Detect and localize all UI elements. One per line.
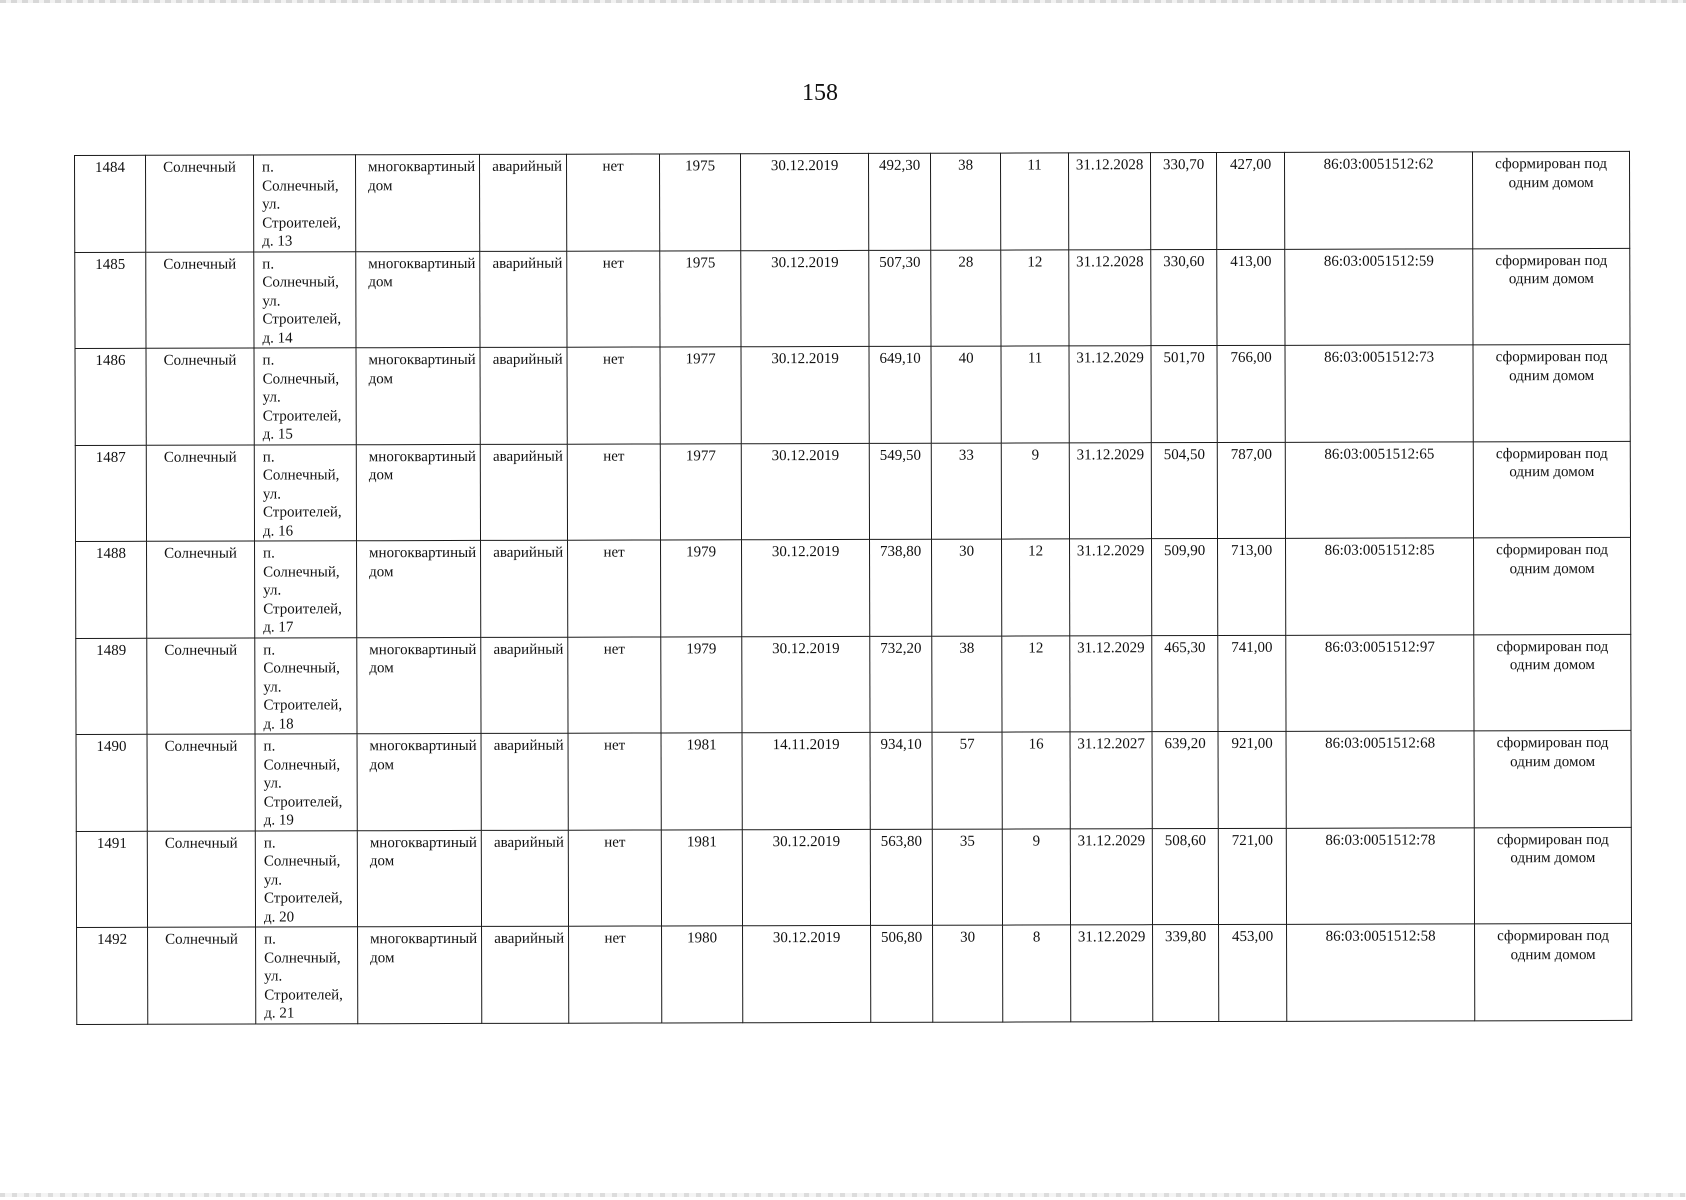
cell-building-type: многоквартиный дом: [358, 926, 482, 1023]
cell-area: 507,30: [869, 250, 931, 347]
cell-premises: 11: [1001, 153, 1069, 250]
cell-flag: нет: [568, 636, 661, 733]
cell-building-type: многоквартиный дом: [357, 733, 481, 830]
cell-residents: 33: [931, 443, 1001, 540]
table-row: [75, 248, 1630, 349]
cell-area: 492,30: [869, 153, 931, 250]
cell-premises: 16: [1002, 732, 1070, 829]
cell-condition: аварийный: [481, 830, 568, 927]
cell-flag: нет: [567, 347, 660, 444]
cell-date: 30.12.2019: [743, 925, 871, 1022]
cell-deadline: 31.12.2029: [1069, 442, 1151, 539]
cell-land-area: 741,00: [1218, 635, 1286, 732]
register-body: [75, 151, 1632, 1024]
cell-building-type: многоквартиный дом: [357, 540, 481, 637]
cell-flag: нет: [568, 733, 661, 830]
cell-settlement: Солнечный: [146, 348, 254, 445]
table-row: [76, 730, 1631, 831]
table-row: [75, 441, 1630, 542]
page-number: 158: [802, 80, 838, 106]
cell-settlement: Солнечный: [147, 638, 255, 735]
cell-year: 1977: [660, 443, 741, 540]
cell-date: 30.12.2019: [742, 829, 870, 926]
cell-deadline: 31.12.2029: [1069, 346, 1151, 443]
cell-note: сформирован под одним домом: [1473, 248, 1630, 345]
cell-number: 1492: [77, 927, 148, 1024]
cell-residents: 35: [932, 829, 1002, 926]
cell-date: 30.12.2019: [741, 153, 869, 250]
cell-condition: аварийный: [481, 540, 568, 637]
cell-cadastral: 86:03:0051512:65: [1285, 441, 1473, 538]
cell-date: 30.12.2019: [741, 346, 869, 443]
cell-cadastral: 86:03:0051512:62: [1285, 152, 1473, 249]
cell-land-area: 721,00: [1218, 828, 1286, 925]
cell-deadline: 31.12.2028: [1069, 249, 1151, 346]
cell-number: 1491: [76, 831, 147, 928]
cell-date: 14.11.2019: [742, 732, 870, 829]
cell-note: сформирован под одним домом: [1473, 441, 1630, 538]
cell-number: 1489: [76, 638, 147, 735]
cell-year: 1979: [661, 540, 742, 637]
cell-year: 1979: [661, 636, 742, 733]
register-table: [74, 151, 1632, 1025]
cell-area-living: 504,50: [1151, 442, 1217, 539]
cell-flag: нет: [568, 540, 661, 637]
cell-residents: 38: [932, 636, 1002, 733]
cell-area: 506,80: [871, 925, 933, 1022]
cell-settlement: Солнечный: [146, 445, 254, 542]
cell-year: 1977: [660, 347, 741, 444]
cell-flag: нет: [567, 154, 660, 251]
table-row: [76, 634, 1631, 735]
cell-building-type: многоквартиный дом: [356, 154, 480, 251]
cell-area: 732,20: [870, 636, 932, 733]
cell-area-living: 639,20: [1152, 732, 1218, 829]
cell-date: 30.12.2019: [742, 539, 870, 636]
scan-edge-bottom: [0, 1193, 1686, 1197]
cell-area: 649,10: [869, 346, 931, 443]
cell-note: сформирован под одним домом: [1473, 151, 1630, 248]
cell-year: 1980: [662, 926, 743, 1023]
cell-area-living: 330,70: [1151, 153, 1217, 250]
cell-premises: 11: [1001, 346, 1069, 443]
cell-land-area: 413,00: [1217, 249, 1285, 346]
cell-note: сформирован под одним домом: [1474, 827, 1631, 924]
cell-area-living: 501,70: [1151, 346, 1217, 443]
cell-cadastral: 86:03:0051512:59: [1285, 248, 1473, 345]
cell-note: сформирован под одним домом: [1474, 634, 1631, 731]
table-row: [77, 923, 1632, 1024]
cell-date: 30.12.2019: [741, 250, 869, 347]
cell-area-living: 508,60: [1152, 828, 1218, 925]
cell-building-type: многоквартиный дом: [356, 251, 480, 348]
cell-address: п. Солнечный, ул. Строителей, д. 13: [254, 155, 356, 252]
cell-deadline: 31.12.2029: [1070, 539, 1152, 636]
cell-date: 30.12.2019: [741, 443, 869, 540]
cell-premises: 12: [1001, 249, 1069, 346]
cell-number: 1486: [75, 348, 146, 445]
cell-premises: 12: [1002, 539, 1070, 636]
cell-residents: 40: [931, 346, 1001, 443]
cell-area-living: 339,80: [1153, 925, 1219, 1022]
cell-cadastral: 86:03:0051512:85: [1286, 538, 1474, 635]
cell-cadastral: 86:03:0051512:68: [1286, 731, 1474, 828]
cell-condition: аварийный: [480, 154, 567, 251]
cell-cadastral: 86:03:0051512:58: [1287, 924, 1475, 1021]
cell-address: п. Солнечный, ул. Строителей, д. 15: [254, 348, 356, 445]
cell-note: сформирован под одним домом: [1475, 923, 1632, 1020]
cell-number: 1485: [75, 252, 146, 349]
cell-condition: аварийный: [480, 251, 567, 348]
cell-year: 1981: [661, 733, 742, 830]
cell-residents: 30: [933, 925, 1003, 1022]
cell-premises: 12: [1002, 635, 1070, 732]
cell-address: п. Солнечный, ул. Строителей, д. 17: [255, 541, 357, 638]
cell-land-area: 787,00: [1217, 442, 1285, 539]
cell-deadline: 31.12.2027: [1070, 732, 1152, 829]
cell-area-living: 465,30: [1152, 635, 1218, 732]
cell-number: 1484: [75, 155, 146, 252]
cell-condition: аварийный: [480, 444, 567, 541]
cell-cadastral: 86:03:0051512:73: [1285, 345, 1473, 442]
table-row: [76, 537, 1631, 638]
cell-year: 1975: [660, 154, 741, 251]
cell-address: п. Солнечный, ул. Строителей, д. 21: [256, 927, 358, 1024]
cell-flag: нет: [568, 829, 661, 926]
cell-deadline: 31.12.2029: [1070, 635, 1152, 732]
cell-cadastral: 86:03:0051512:78: [1286, 827, 1474, 924]
cell-note: сформирован под одним домом: [1474, 537, 1631, 634]
cell-date: 30.12.2019: [742, 636, 870, 733]
cell-settlement: Солнечный: [146, 252, 254, 349]
table-row: [75, 344, 1630, 445]
cell-address: п. Солнечный, ул. Строителей, д. 20: [255, 830, 357, 927]
cell-condition: аварийный: [482, 926, 569, 1023]
cell-address: п. Солнечный, ул. Строителей, д. 18: [255, 637, 357, 734]
cell-number: 1490: [76, 734, 147, 831]
cell-building-type: многоквартиный дом: [357, 637, 481, 734]
cell-settlement: Солнечный: [147, 831, 255, 928]
cell-land-area: 766,00: [1217, 345, 1285, 442]
cell-building-type: многоквартиный дом: [357, 830, 481, 927]
cell-address: п. Солнечный, ул. Строителей, д. 14: [254, 251, 356, 348]
cell-residents: 57: [932, 732, 1002, 829]
cell-condition: аварийный: [481, 637, 568, 734]
cell-premises: 8: [1003, 925, 1071, 1022]
cell-deadline: 31.12.2028: [1069, 153, 1151, 250]
cell-residents: 30: [932, 539, 1002, 636]
cell-premises: 9: [1001, 442, 1069, 539]
cell-building-type: многоквартиный дом: [356, 444, 480, 541]
cell-area: 563,80: [870, 829, 932, 926]
cell-land-area: 453,00: [1219, 924, 1287, 1021]
cell-building-type: многоквартиный дом: [356, 347, 480, 444]
cell-flag: нет: [569, 926, 662, 1023]
cell-settlement: Солнечный: [147, 734, 255, 831]
cell-area: 934,10: [870, 732, 932, 829]
cell-number: 1487: [75, 445, 146, 542]
table-row: [75, 151, 1630, 252]
cell-land-area: 427,00: [1217, 152, 1285, 249]
cell-area: 738,80: [870, 539, 932, 636]
cell-settlement: Солнечный: [147, 541, 255, 638]
cell-area: 549,50: [869, 443, 931, 540]
cell-land-area: 713,00: [1218, 538, 1286, 635]
cell-cadastral: 86:03:0051512:97: [1286, 634, 1474, 731]
cell-condition: аварийный: [480, 347, 567, 444]
cell-year: 1975: [660, 250, 741, 347]
cell-deadline: 31.12.2029: [1070, 828, 1152, 925]
cell-premises: 9: [1002, 828, 1070, 925]
cell-area-living: 330,60: [1151, 249, 1217, 346]
cell-flag: нет: [567, 443, 660, 540]
scan-edge-top: [0, 0, 1686, 3]
cell-note: сформирован под одним домом: [1474, 730, 1631, 827]
cell-condition: аварийный: [481, 733, 568, 830]
cell-note: сформирован под одним домом: [1473, 344, 1630, 441]
cell-residents: 38: [931, 153, 1001, 250]
cell-area-living: 509,90: [1152, 539, 1218, 636]
table-row: [76, 827, 1631, 928]
cell-year: 1981: [661, 829, 742, 926]
cell-address: п. Солнечный, ул. Строителей, д. 19: [255, 734, 357, 831]
cell-settlement: Солнечный: [148, 927, 256, 1024]
cell-address: п. Солнечный, ул. Строителей, д. 16: [254, 444, 356, 541]
cell-deadline: 31.12.2029: [1071, 925, 1153, 1022]
cell-land-area: 921,00: [1218, 731, 1286, 828]
cell-residents: 28: [931, 250, 1001, 347]
cell-settlement: Солнечный: [146, 155, 254, 252]
cell-flag: нет: [567, 250, 660, 347]
cell-number: 1488: [76, 541, 147, 638]
